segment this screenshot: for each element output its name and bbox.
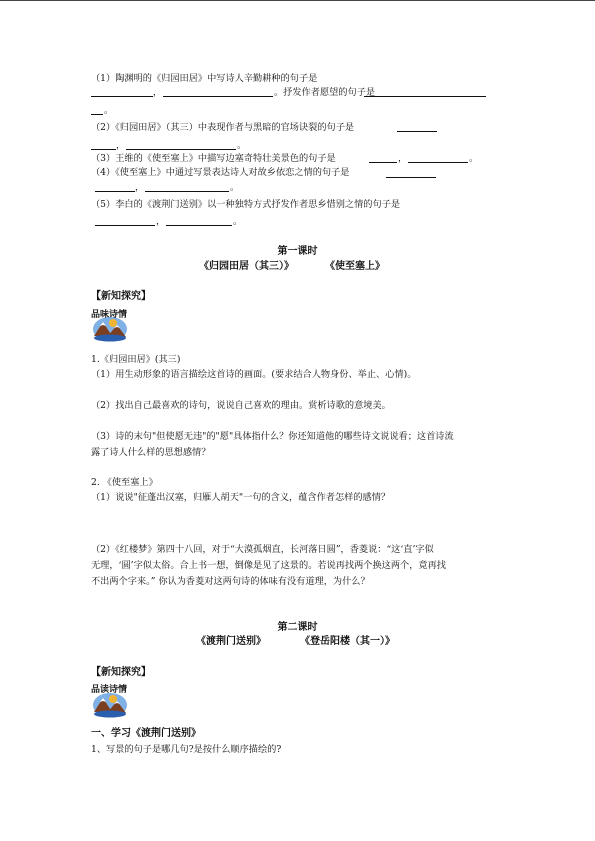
lesson1-icon-label: 品味诗情 (91, 310, 128, 320)
exercise-q4-line1: （4）《使至塞上》中通过写景表达诗人对故乡依恋之情的句子是 (91, 167, 350, 178)
lesson2-icon-label: 品读诗情 (91, 685, 128, 695)
lesson2-title: 第二课时 (277, 622, 318, 633)
lesson1-part2-title: 2. 《使至塞上》 (91, 477, 158, 488)
exercise-q1-line2: 。抒发作者愿望的句子是 (274, 87, 376, 98)
exercise-q5-sep: ， (156, 216, 166, 227)
exercise-q1-sep: ， (153, 87, 163, 98)
lesson1-part1-q3-line1: （3）诗的末句"但使愿无违"的"愿"具体指什么？你还知道他的哪些诗文说说看；这首诗流 (91, 431, 454, 442)
exercise-q2-sep: ， (116, 140, 126, 151)
exercise-q2-line1: （2）《归园田居》（其三）中表现作者与黑暗的官场诀裂的句子是 (91, 122, 355, 133)
lesson1-part1-q2: （2）找出自己最喜欢的诗句，说说自己喜欢的理由。赏析诗歌的意境美。 (91, 400, 391, 411)
lesson2-part1-heading: 一、学习《渡荆门送别》 (91, 728, 201, 739)
blank-q4-3[interactable] (145, 191, 229, 192)
blank-q3-2[interactable] (408, 162, 468, 163)
lesson1-part1-q1: （1）用生动形象的语言描绘这首诗的画面。(要求结合人物身份、举止、心情)。 (91, 369, 417, 380)
exercise-q4-end: 。 (230, 182, 240, 193)
top-border (0, 0, 595, 1)
exercise-q5-line1: （5）李白的《渡荆门送别》以一种独特方式抒发作者思乡惜别之情的句子是 (91, 199, 401, 210)
blank-q4-1[interactable] (386, 177, 436, 178)
lesson1-part1-q3-line2: 露了诗人什么样的思想感情？ (91, 447, 211, 458)
lesson2-part1-q1: 1、写景的句子是哪几句?是按什么顺序描绘的? (91, 744, 282, 755)
exercise-q3: （3）王维的《使至塞上》中描写边塞奇特壮美景色的句子是 (91, 153, 336, 164)
lesson2-section-heading: 【新知探究】 (91, 667, 151, 678)
lesson1-part2-q1: （1）说说"征蓬出汉塞，归雁人胡天"一句的含义，蕴含作者怎样的感情？ (91, 492, 391, 503)
blank-q1-4[interactable] (91, 114, 103, 115)
lesson2-subtitle-b: 《登岳阳楼（其一）》 (300, 636, 395, 647)
lesson1-part2-q2-line3: 不出两个字来。” 你认为香菱对这两句诗的体味有没有道理，为什么？ (91, 576, 370, 587)
exercise-q3-sep: ， (398, 153, 408, 164)
exercise-q3-end: 。 (469, 153, 479, 164)
blank-q2-2[interactable] (91, 149, 116, 150)
lesson1-section-heading: 【新知探究】 (91, 291, 151, 302)
lesson1-title: 第一课时 (277, 246, 318, 257)
blank-q1-1[interactable] (91, 96, 153, 97)
blank-q2-3[interactable] (126, 149, 236, 150)
blank-q5-2[interactable] (166, 225, 232, 226)
lesson1-part1-title: 1.《归园田居》(其三) (91, 354, 181, 365)
lesson1-subtitle-b: 《使至塞上》 (325, 261, 385, 272)
blank-q5-1[interactable] (95, 225, 155, 226)
exercise-q2-end: 。 (237, 140, 247, 151)
exercise-q1-line1: （1）陶渊明的《归园田居》中写诗人辛勤耕种的句子是 (91, 73, 318, 84)
blank-q3-1[interactable] (369, 162, 397, 163)
lesson2-subtitle-a: 《渡荆门送别》 (196, 636, 266, 647)
exercise-q4-sep: ， (135, 182, 145, 193)
blank-q2-1[interactable] (397, 131, 437, 132)
blank-q1-3[interactable] (364, 96, 486, 97)
blank-q1-2[interactable] (163, 96, 273, 97)
blank-q4-2[interactable] (95, 191, 135, 192)
lesson1-subtitle-a: 《归园田居（其三）》 (199, 261, 294, 272)
lesson1-part2-q2-line2: 无理，‘圆’字似太俗。合上书一想，倒像是见了这景的。若说再找两个换这两个，竟再找 (91, 560, 446, 571)
exercise-q5-end: 。 (233, 216, 243, 227)
lesson1-part2-q2-line1: （2）《红楼梦》第四十八回，对于“大漠孤烟直，长河落日圆”，香菱说：“这‘直’字似 (91, 544, 434, 555)
exercise-q1-end: 。 (104, 105, 114, 116)
